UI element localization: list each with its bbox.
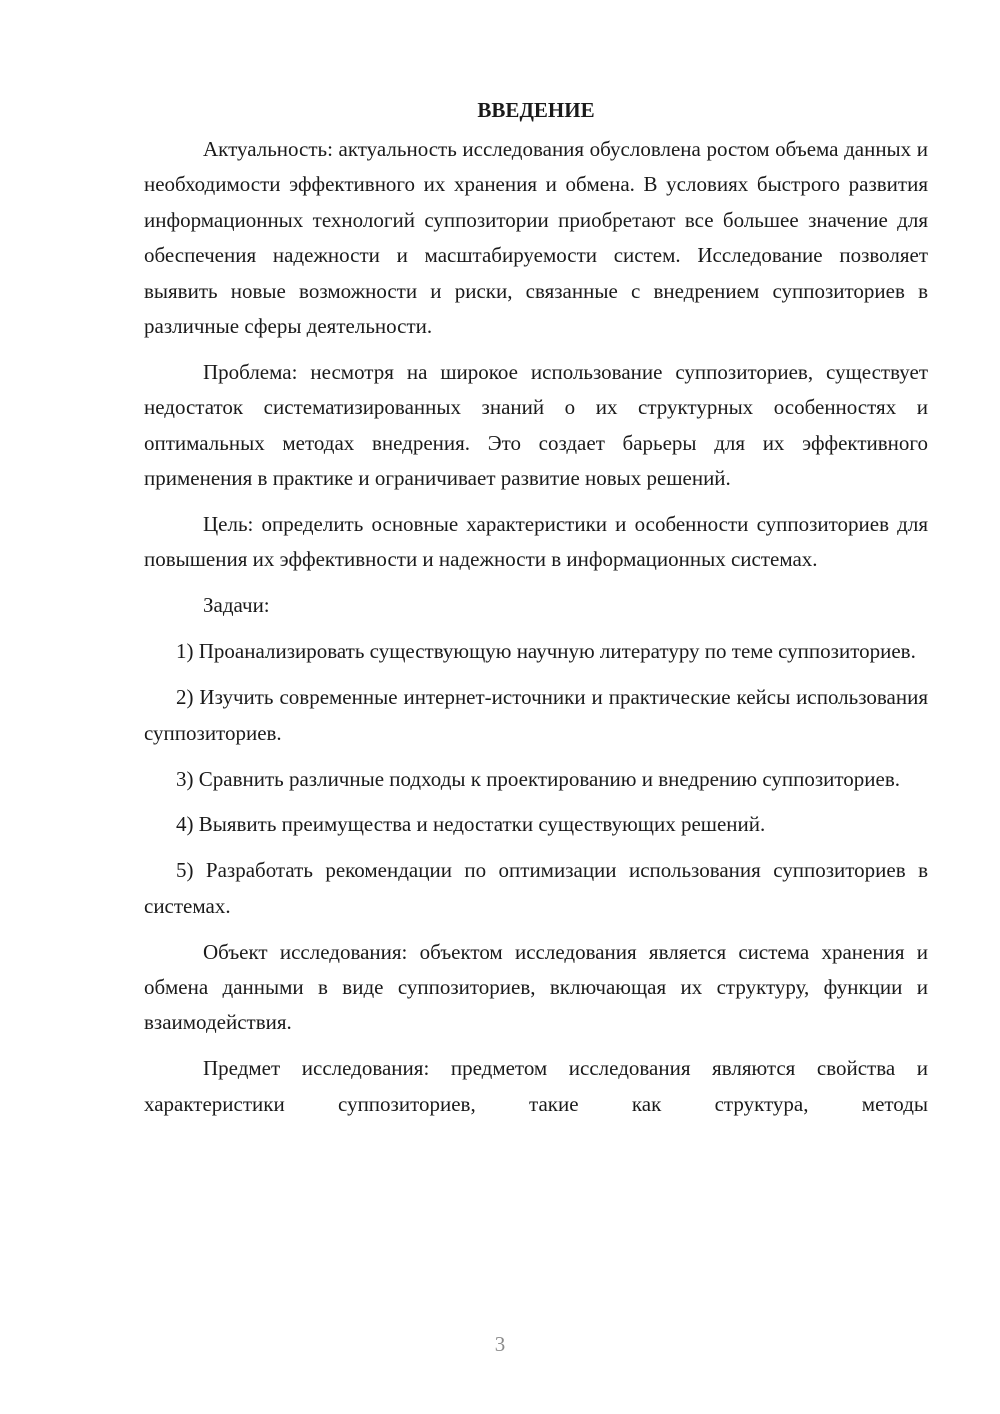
paragraph-research-object: Объект исследования: объектом исследования является система хранения и обмена данными в виде суппозиториев, включающая их структуру, функции и взаимодействия. — [144, 939, 928, 1035]
page-number: 3 — [494, 1332, 506, 1356]
paragraph-research-subject: Предмет исследования: предметом исследования являются свойства и характеристики суппозиториев, такие как структура, методы — [144, 1056, 928, 1116]
task-item-2: 2) Изучить современные интернет-источники и практические кейсы использования суппозиториев. — [144, 685, 928, 745]
task-item-1: 1) Проанализировать существующую научную литературу по теме суппозиториев. — [176, 639, 916, 664]
task-item-5: 5) Разработать рекомендации по оптимизации использования суппозиториев в системах. — [144, 858, 928, 918]
paragraph-relevance: Актуальность: актуальность исследования обусловлена ростом объема данных и необходимости эффективного их хранения и обмена. В условиях быстрого развития информационных технологий суппозитории приобретают все большее значение для обеспечения надежности и масштабируемости систем. Исследование позволяет выявить новые возможности и риски, связанные с внедрением суппозиториев в различные сферы деятельности. — [144, 137, 928, 339]
paragraph-problem: Проблема: несмотря на широкое использование суппозиториев, существует недостаток систематизированных знаний о их структурных особенностях и оптимальных методах внедрения. Это создает барьеры для их эффективного применения в практике и ограничивает развитие новых решений. — [144, 359, 928, 491]
paragraph-tasks-heading: Задачи: — [203, 593, 270, 618]
task-item-3: 3) Сравнить различные подходы к проектированию и внедрению суппозиториев. — [176, 766, 901, 791]
section-title: ВВЕДЕНИЕ — [477, 98, 595, 122]
paragraph-goal: Цель: определить основные характеристики и особенности суппозиториев для повышения их эффективности и надежности в информационных системах. — [144, 512, 928, 572]
document-page — [144, 92, 928, 1122]
task-item-4: 4) Выявить преимущества и недостатки существующих решений. — [176, 812, 766, 837]
